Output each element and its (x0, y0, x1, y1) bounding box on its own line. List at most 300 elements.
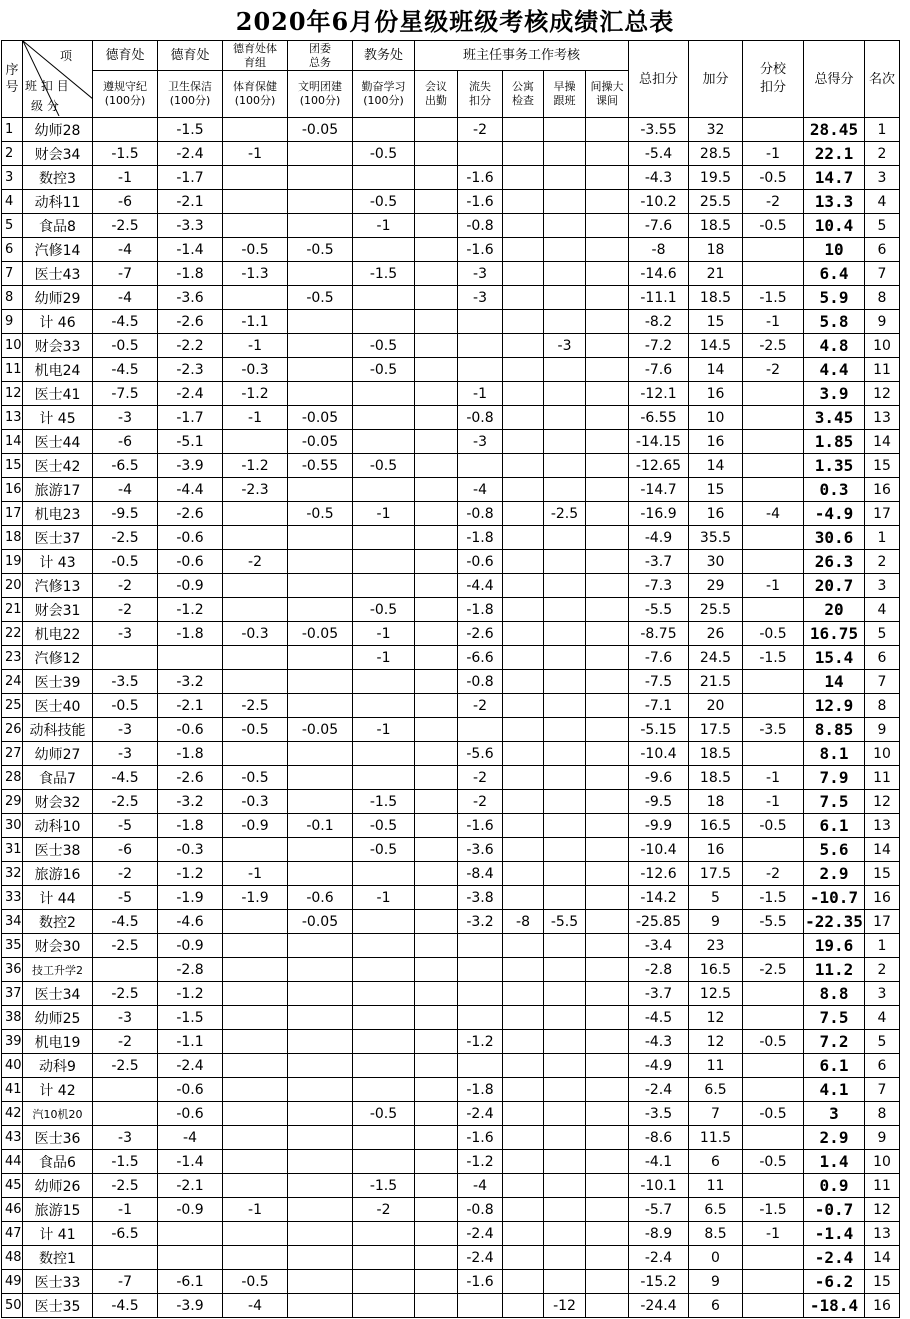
total-score-cell: 3 (804, 1102, 865, 1126)
dorm-cell (503, 1246, 544, 1270)
corner-class-label: 级 分 (31, 99, 59, 113)
total-score-cell: 10.4 (804, 214, 865, 238)
hygiene-cell: -0.3 (158, 838, 223, 862)
table-row (2, 1246, 900, 1270)
seq-cell: 28 (2, 766, 23, 790)
rank-cell: 2 (865, 550, 900, 574)
corner-deduct-label: 班 扣 目 (25, 79, 69, 93)
league-cell (288, 694, 353, 718)
league-cell (288, 790, 353, 814)
morning-exercise-cell (544, 766, 586, 790)
study-cell: -1 (353, 622, 415, 646)
total-deduct-cell: -10.4 (629, 838, 689, 862)
dorm-cell (503, 1174, 544, 1198)
seq-cell: 21 (2, 598, 23, 622)
discipline-cell: -3.5 (93, 670, 158, 694)
total-deduct-cell: -6.55 (629, 406, 689, 430)
dropout-cell: -1.6 (458, 1270, 503, 1294)
morning-exercise-cell (544, 1126, 586, 1150)
header-sub2-label: 卫生保洁(100分) (168, 80, 212, 107)
hygiene-cell: -1.2 (158, 598, 223, 622)
discipline-cell: -3 (93, 622, 158, 646)
league-cell (288, 982, 353, 1006)
break-exercise-cell (586, 934, 629, 958)
dropout-cell (458, 1054, 503, 1078)
dorm-cell (503, 718, 544, 742)
hygiene-cell: -2.4 (158, 142, 223, 166)
school-deduct-cell (743, 1174, 804, 1198)
total-score-cell: 7.9 (804, 766, 865, 790)
rank-cell: 6 (865, 646, 900, 670)
rank-cell: 15 (865, 862, 900, 886)
hygiene-cell: -3.3 (158, 214, 223, 238)
discipline-cell: -2.5 (93, 790, 158, 814)
hygiene-cell: -1.8 (158, 742, 223, 766)
header-head-teacher: 班主任事务工作考核 (415, 41, 629, 71)
discipline-cell: -3 (93, 1006, 158, 1030)
total-deduct-cell: -8.6 (629, 1126, 689, 1150)
league-cell (288, 574, 353, 598)
study-cell (353, 1030, 415, 1054)
league-cell (288, 1054, 353, 1078)
seq-cell: 37 (2, 982, 23, 1006)
dropout-cell: -1.6 (458, 166, 503, 190)
school-deduct-cell: -0.5 (743, 814, 804, 838)
break-exercise-cell (586, 1054, 629, 1078)
dorm-cell (503, 574, 544, 598)
seq-cell: 2 (2, 142, 23, 166)
dorm-cell (503, 550, 544, 574)
dropout-cell: -4 (458, 478, 503, 502)
dropout-cell (458, 310, 503, 334)
dorm-cell (503, 670, 544, 694)
hygiene-cell: -0.6 (158, 526, 223, 550)
break-exercise-cell (586, 262, 629, 286)
dropout-cell: -3 (458, 430, 503, 454)
table-row (2, 382, 900, 406)
league-cell (288, 598, 353, 622)
break-exercise-cell (586, 166, 629, 190)
sports-cell (223, 838, 288, 862)
morning-exercise-cell (544, 238, 586, 262)
school-deduct-cell (743, 742, 804, 766)
total-score-cell: -2.4 (804, 1246, 865, 1270)
break-exercise-cell (586, 742, 629, 766)
dropout-cell (458, 982, 503, 1006)
break-exercise-cell (586, 406, 629, 430)
sports-cell (223, 742, 288, 766)
sports-cell: -2.3 (223, 478, 288, 502)
sports-cell: -1 (223, 1198, 288, 1222)
class-cell: 机电22 (23, 622, 93, 646)
bonus-cell: 18.5 (689, 286, 743, 310)
dorm-cell (503, 310, 544, 334)
total-deduct-cell: -12.6 (629, 862, 689, 886)
total-score-cell: 8.85 (804, 718, 865, 742)
table-row (2, 1102, 900, 1126)
hygiene-cell: -1.8 (158, 814, 223, 838)
dorm-cell (503, 334, 544, 358)
rank-cell: 16 (865, 478, 900, 502)
break-exercise-cell (586, 574, 629, 598)
break-exercise-cell (586, 382, 629, 406)
seq-cell: 8 (2, 286, 23, 310)
total-score-cell: -22.35 (804, 910, 865, 934)
class-cell: 幼师27 (23, 742, 93, 766)
class-cell: 计 45 (23, 406, 93, 430)
seq-cell: 25 (2, 694, 23, 718)
dorm-cell (503, 502, 544, 526)
discipline-cell (93, 1246, 158, 1270)
total-score-cell: 13.3 (804, 190, 865, 214)
seq-cell: 39 (2, 1030, 23, 1054)
seq-cell: 48 (2, 1246, 23, 1270)
morning-exercise-cell (544, 142, 586, 166)
hygiene-cell: -6.1 (158, 1270, 223, 1294)
school-deduct-cell: -0.5 (743, 1150, 804, 1174)
meeting-cell (415, 382, 458, 406)
school-deduct-cell: -3.5 (743, 718, 804, 742)
study-cell (353, 862, 415, 886)
sports-cell: -0.3 (223, 790, 288, 814)
total-score-cell: 3.45 (804, 406, 865, 430)
table-row (2, 118, 900, 142)
rank-cell: 16 (865, 1294, 900, 1318)
study-cell: -0.5 (353, 358, 415, 382)
league-cell (288, 1006, 353, 1030)
school-deduct-cell (743, 526, 804, 550)
hygiene-cell: -0.9 (158, 934, 223, 958)
dorm-cell (503, 694, 544, 718)
school-deduct-cell: -2 (743, 862, 804, 886)
school-deduct-cell: -0.5 (743, 214, 804, 238)
league-cell (288, 142, 353, 166)
league-cell: -0.05 (288, 118, 353, 142)
meeting-cell (415, 142, 458, 166)
total-score-cell: 0.3 (804, 478, 865, 502)
morning-exercise-cell (544, 694, 586, 718)
class-cell: 财会34 (23, 142, 93, 166)
discipline-cell: -3 (93, 718, 158, 742)
dorm-cell (503, 886, 544, 910)
league-cell (288, 1246, 353, 1270)
seq-cell: 26 (2, 718, 23, 742)
class-cell: 财会33 (23, 334, 93, 358)
rank-cell: 14 (865, 838, 900, 862)
header-dept4-label: 团委总务 (309, 41, 331, 69)
dropout-cell: -0.8 (458, 670, 503, 694)
header-seq-label: 序号 (5, 63, 19, 95)
class-cell: 医士39 (23, 670, 93, 694)
league-cell (288, 958, 353, 982)
total-deduct-cell: -7.2 (629, 334, 689, 358)
rank-cell: 10 (865, 742, 900, 766)
break-exercise-cell (586, 862, 629, 886)
bonus-cell: 20 (689, 694, 743, 718)
hygiene-cell: -0.6 (158, 718, 223, 742)
class-cell: 动科技能 (23, 718, 93, 742)
class-cell: 医士34 (23, 982, 93, 1006)
table-row (2, 190, 900, 214)
school-deduct-cell: -1 (743, 766, 804, 790)
class-cell: 医士44 (23, 430, 93, 454)
hygiene-cell: -2.1 (158, 190, 223, 214)
bonus-cell: 12.5 (689, 982, 743, 1006)
bonus-cell: 11.5 (689, 1126, 743, 1150)
bonus-cell: 12 (689, 1006, 743, 1030)
meeting-cell (415, 1030, 458, 1054)
header-sub4-label: 文明团建(100分) (298, 80, 342, 107)
seq-cell: 5 (2, 214, 23, 238)
break-exercise-cell (586, 1198, 629, 1222)
dorm-cell (503, 526, 544, 550)
dropout-cell: -2.4 (458, 1246, 503, 1270)
class-cell: 汽10机20 (23, 1102, 93, 1126)
class-cell: 汽修12 (23, 646, 93, 670)
rank-cell: 2 (865, 958, 900, 982)
morning-exercise-cell (544, 286, 586, 310)
league-cell: -0.5 (288, 238, 353, 262)
league-cell (288, 1078, 353, 1102)
sports-cell (223, 1150, 288, 1174)
discipline-cell: -6 (93, 190, 158, 214)
header-sub9-label: 早操跟班 (553, 80, 576, 107)
rank-cell: 6 (865, 238, 900, 262)
rank-cell: 11 (865, 358, 900, 382)
dorm-cell (503, 862, 544, 886)
table-row (2, 286, 900, 310)
meeting-cell (415, 1078, 458, 1102)
total-deduct-cell: -14.7 (629, 478, 689, 502)
bonus-cell: 9 (689, 1270, 743, 1294)
header-total-deduct: 总扣分 (629, 41, 689, 118)
meeting-cell (415, 958, 458, 982)
rank-cell: 3 (865, 574, 900, 598)
header-sub7 (458, 71, 503, 118)
total-score-cell: -0.7 (804, 1198, 865, 1222)
study-cell (353, 1006, 415, 1030)
seq-cell: 31 (2, 838, 23, 862)
header-sub3-label: 体育保健(100分) (233, 80, 277, 107)
sports-cell: -1 (223, 334, 288, 358)
header-sub5 (353, 71, 415, 118)
bonus-cell: 16 (689, 382, 743, 406)
seq-cell: 15 (2, 454, 23, 478)
dorm-cell (503, 1294, 544, 1318)
school-deduct-cell (743, 406, 804, 430)
morning-exercise-cell (544, 1030, 586, 1054)
sports-cell (223, 502, 288, 526)
school-deduct-cell: -0.5 (743, 1030, 804, 1054)
dorm-cell (503, 382, 544, 406)
sports-cell (223, 958, 288, 982)
break-exercise-cell (586, 886, 629, 910)
header-dept3-label: 德育处体育组 (233, 41, 277, 69)
league-cell (288, 358, 353, 382)
total-score-cell: 7.2 (804, 1030, 865, 1054)
study-cell (353, 958, 415, 982)
sports-cell (223, 910, 288, 934)
rank-cell: 10 (865, 334, 900, 358)
morning-exercise-cell (544, 670, 586, 694)
total-deduct-cell: -25.85 (629, 910, 689, 934)
morning-exercise-cell (544, 1270, 586, 1294)
total-deduct-cell: -7.6 (629, 358, 689, 382)
seq-cell: 42 (2, 1102, 23, 1126)
discipline-cell: -0.5 (93, 550, 158, 574)
total-score-cell: 15.4 (804, 646, 865, 670)
discipline-cell: -1 (93, 1198, 158, 1222)
discipline-cell (93, 1078, 158, 1102)
bonus-cell: 26 (689, 622, 743, 646)
meeting-cell (415, 1222, 458, 1246)
school-deduct-cell: -1 (743, 142, 804, 166)
dropout-cell: -3 (458, 262, 503, 286)
league-cell (288, 838, 353, 862)
bonus-cell: 32 (689, 118, 743, 142)
bonus-cell: 8.5 (689, 1222, 743, 1246)
table-row (2, 1006, 900, 1030)
dropout-cell (458, 1294, 503, 1318)
morning-exercise-cell (544, 838, 586, 862)
meeting-cell (415, 1102, 458, 1126)
total-score-cell: 10 (804, 238, 865, 262)
meeting-cell (415, 814, 458, 838)
meeting-cell (415, 526, 458, 550)
sports-cell (223, 574, 288, 598)
rank-cell: 3 (865, 166, 900, 190)
rank-cell: 7 (865, 262, 900, 286)
total-score-cell: -4.9 (804, 502, 865, 526)
school-deduct-cell (743, 1246, 804, 1270)
discipline-cell: -0.5 (93, 694, 158, 718)
bonus-cell: 35.5 (689, 526, 743, 550)
sports-cell (223, 430, 288, 454)
break-exercise-cell (586, 190, 629, 214)
morning-exercise-cell (544, 526, 586, 550)
discipline-cell: -5 (93, 886, 158, 910)
discipline-cell: -7 (93, 1270, 158, 1294)
morning-exercise-cell (544, 358, 586, 382)
table-row (2, 406, 900, 430)
break-exercise-cell (586, 838, 629, 862)
break-exercise-cell (586, 1030, 629, 1054)
school-deduct-cell: -1.5 (743, 286, 804, 310)
school-deduct-cell (743, 982, 804, 1006)
study-cell (353, 1222, 415, 1246)
discipline-cell: -9.5 (93, 502, 158, 526)
dropout-cell: -2.4 (458, 1222, 503, 1246)
morning-exercise-cell (544, 454, 586, 478)
hygiene-cell: -2.6 (158, 310, 223, 334)
hygiene-cell: -2.2 (158, 334, 223, 358)
school-deduct-cell (743, 694, 804, 718)
bonus-cell: 28.5 (689, 142, 743, 166)
dropout-cell (458, 454, 503, 478)
school-deduct-cell: -1 (743, 790, 804, 814)
league-cell (288, 934, 353, 958)
league-cell: -0.5 (288, 286, 353, 310)
morning-exercise-cell (544, 118, 586, 142)
morning-exercise-cell (544, 310, 586, 334)
total-deduct-cell: -7.3 (629, 574, 689, 598)
hygiene-cell: -1.8 (158, 262, 223, 286)
class-cell: 机电24 (23, 358, 93, 382)
meeting-cell (415, 910, 458, 934)
total-deduct-cell: -14.2 (629, 886, 689, 910)
bonus-cell: 9 (689, 910, 743, 934)
school-deduct-cell (743, 238, 804, 262)
dropout-cell: -4 (458, 1174, 503, 1198)
table-row (2, 550, 900, 574)
sports-cell: -0.5 (223, 1270, 288, 1294)
total-deduct-cell: -2.8 (629, 958, 689, 982)
sports-cell: -1 (223, 406, 288, 430)
dorm-cell (503, 1150, 544, 1174)
bonus-cell: 14.5 (689, 334, 743, 358)
break-exercise-cell (586, 238, 629, 262)
total-score-cell: -18.4 (804, 1294, 865, 1318)
total-deduct-cell: -9.5 (629, 790, 689, 814)
class-cell: 医士35 (23, 1294, 93, 1318)
hygiene-cell: -1.4 (158, 1150, 223, 1174)
meeting-cell (415, 310, 458, 334)
meeting-cell (415, 1198, 458, 1222)
seq-cell: 27 (2, 742, 23, 766)
total-deduct-cell: -2.4 (629, 1246, 689, 1270)
school-deduct-cell (743, 1126, 804, 1150)
sports-cell (223, 1030, 288, 1054)
seq-cell: 46 (2, 1198, 23, 1222)
school-deduct-cell: -2.5 (743, 334, 804, 358)
table-row (2, 1270, 900, 1294)
table-row (2, 814, 900, 838)
break-exercise-cell (586, 598, 629, 622)
league-cell: -0.05 (288, 910, 353, 934)
dropout-cell: -1.6 (458, 190, 503, 214)
class-cell: 计 46 (23, 310, 93, 334)
rank-cell: 3 (865, 982, 900, 1006)
class-cell: 食品8 (23, 214, 93, 238)
league-cell (288, 862, 353, 886)
sports-cell (223, 166, 288, 190)
discipline-cell: -4 (93, 478, 158, 502)
bonus-cell: 12 (689, 1030, 743, 1054)
total-deduct-cell: -4.3 (629, 166, 689, 190)
discipline-cell: -2.5 (93, 1054, 158, 1078)
league-cell (288, 1150, 353, 1174)
rank-cell: 14 (865, 430, 900, 454)
morning-exercise-cell (544, 1102, 586, 1126)
meeting-cell (415, 1174, 458, 1198)
league-cell (288, 1270, 353, 1294)
dropout-cell: -2.4 (458, 1102, 503, 1126)
header-sub10 (586, 71, 629, 118)
total-deduct-cell: -5.15 (629, 718, 689, 742)
header-sub1 (93, 71, 158, 118)
seq-cell: 34 (2, 910, 23, 934)
school-deduct-cell (743, 478, 804, 502)
total-deduct-cell: -24.4 (629, 1294, 689, 1318)
seq-cell: 12 (2, 382, 23, 406)
class-cell: 动科11 (23, 190, 93, 214)
dropout-cell (458, 142, 503, 166)
total-score-cell: 8.8 (804, 982, 865, 1006)
dropout-cell: -6.6 (458, 646, 503, 670)
header-dept3 (223, 41, 288, 71)
dropout-cell: -2 (458, 790, 503, 814)
school-deduct-cell (743, 118, 804, 142)
